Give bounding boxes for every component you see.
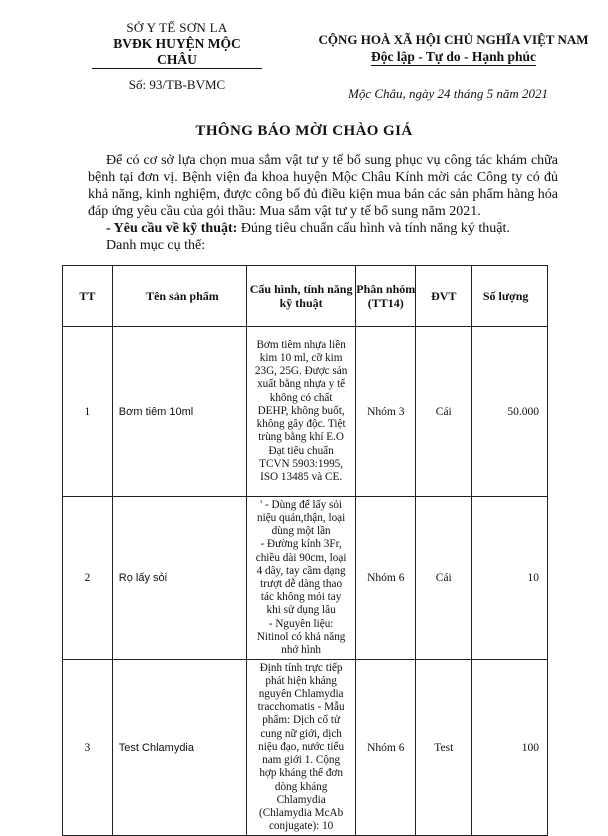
row-quantity: 50.000 — [472, 327, 548, 497]
requirement-text: Đúng tiêu chuẩn cấu hình và tính năng ký thuật. — [237, 221, 510, 236]
row-group: Nhóm 6 — [356, 660, 416, 836]
spec-line: dòng kháng — [274, 780, 328, 793]
row-group: Nhóm 3 — [356, 327, 416, 497]
header-tt: TT — [63, 266, 113, 327]
nation-name: CỘNG HOÀ XÃ HỘI CHỦ NGHĨA VIỆT NAM — [318, 32, 589, 47]
document-number: Số: 93/TB-BVMC — [128, 77, 226, 92]
row-quantity: 10 — [472, 497, 548, 660]
spec-line: niệu quản,thận, loại — [257, 511, 346, 524]
spec-line: tracchomatis - Mẫu — [257, 701, 345, 714]
row-tt: 3 — [63, 660, 113, 836]
national-motto: Độc lập - Tự do - Hạnh phúc — [370, 49, 537, 64]
row-group: Nhóm 6 — [356, 497, 416, 660]
place-date: Mộc Châu, ngày 24 tháng 5 năm 2021 — [348, 86, 549, 101]
header-spec: Cấu hình, tính năng kỹ thuật — [247, 266, 356, 327]
spec-line: niệu đạo, nước tiểu — [258, 740, 345, 753]
spec-line: khi sử dụng lâu — [266, 604, 336, 617]
spec-line: không gây độc. Tiệt — [256, 418, 346, 431]
row-spec — [247, 660, 356, 836]
table-header-row — [63, 266, 548, 327]
spec-line: Chlamydia — [276, 793, 326, 806]
spec-line: phẩm: Dịch cổ tử — [262, 714, 341, 727]
spec-line: trùng bằng khí E.O — [258, 431, 344, 444]
spec-line: hợp kháng thể đơn — [259, 767, 343, 780]
spec-line: trượt dễ dàng thao — [260, 578, 343, 590]
requirement-paragraph — [88, 220, 558, 237]
spec-line: không có chất — [269, 391, 333, 404]
table-row — [63, 327, 548, 497]
spec-line: Bơm tiêm nhựa liền — [256, 338, 346, 351]
spec-line: cung nữ giới, dịch — [260, 727, 342, 740]
spec-line: ISO 13485 và CE. — [260, 470, 343, 483]
spec-line: (Chlamydia McAb — [259, 806, 344, 819]
spec-line: nam giới 1. Cộng — [262, 754, 341, 767]
row-quantity: 100 — [472, 660, 548, 836]
intro-paragraph: Để có cơ sở lựa chọn mua sắm vật tư y tế bổ sung phục vụ công tác khám chữa bệnh tại đơn vị. Bệnh viện đa khoa huyện Mộc Châu Kính mời các Công ty có đủ khả năng, kinh nghiệm, được công bố đủ điều kiện mua bán các sản phẩm hàng hóa đáp ứng yêu cầu của gói thầu: Mua sắm vật tư y tế bổ sung năm 2021. — [88, 153, 558, 219]
table-row — [63, 660, 548, 836]
header-unit: ĐVT — [416, 266, 472, 327]
header-product-name: Tên sản phẩm — [112, 266, 246, 327]
national-header — [316, 34, 591, 66]
table-row — [63, 497, 548, 660]
row-unit: Cái — [416, 497, 472, 660]
spec-line: TCVN 5903:1995, — [259, 457, 344, 470]
spec-line: chiều dài 90cm, loại — [255, 551, 347, 564]
spec-line: xuất bằng nhựa y tế — [257, 378, 346, 391]
spec-line: 23G, 25G. Được sản — [254, 365, 348, 378]
header-quantity: Số lượng — [472, 266, 548, 327]
spec-line: conjugate): 10 — [268, 820, 334, 833]
goods-table — [62, 265, 548, 836]
spec-line: nhớ hình — [281, 644, 322, 657]
spec-line: Định tính trực tiếp — [259, 661, 343, 674]
hospital-name: BVĐK HUYỆN MỘC CHÂU — [92, 36, 262, 69]
spec-line: - Nguyên liệu: — [268, 617, 334, 630]
row-tt: 2 — [63, 497, 113, 660]
document-body — [88, 152, 558, 254]
spec-line: DEHP, không buốt, — [257, 404, 345, 417]
spec-line: phát hiện kháng — [265, 674, 337, 687]
row-tt: 1 — [63, 327, 113, 497]
spec-line: Nitinol có khả năng — [256, 630, 346, 643]
header-group: Phân nhóm (TT14) — [356, 266, 416, 327]
row-product-name: Bơm tiêm 10ml — [112, 327, 246, 497]
row-unit: Test — [416, 660, 472, 836]
spec-line: - Đường kính 3Fr, — [260, 538, 342, 551]
spec-line: kim 10 ml, cỡ kim — [259, 352, 343, 365]
row-unit: Cái — [416, 327, 472, 497]
issuer-block — [92, 20, 262, 93]
spec-line: nguyên Chlamydia — [258, 688, 344, 701]
row-spec — [247, 327, 356, 497]
requirement-label: - Yêu cầu về kỹ thuật: — [106, 221, 238, 236]
spec-line: 4 dây, tay cầm dạng — [256, 564, 346, 577]
spec-line: ' - Dùng để lấy sỏi — [260, 498, 343, 511]
spec-line: dùng một lần — [271, 525, 331, 538]
list-label: Danh mục cụ thể: — [106, 238, 206, 253]
row-product-name: Test Chlamydia — [112, 660, 246, 836]
row-product-name: Rọ lấy sỏi — [112, 497, 246, 660]
spec-line: Đạt tiêu chuẩn — [268, 444, 334, 457]
agency-name: SỞ Y TẾ SƠN LA — [126, 20, 228, 35]
row-spec — [247, 497, 356, 660]
document-title: THÔNG BÁO MỜI CHÀO GIÁ — [195, 123, 413, 139]
spec-line: tác không mỏi tay — [260, 591, 342, 604]
